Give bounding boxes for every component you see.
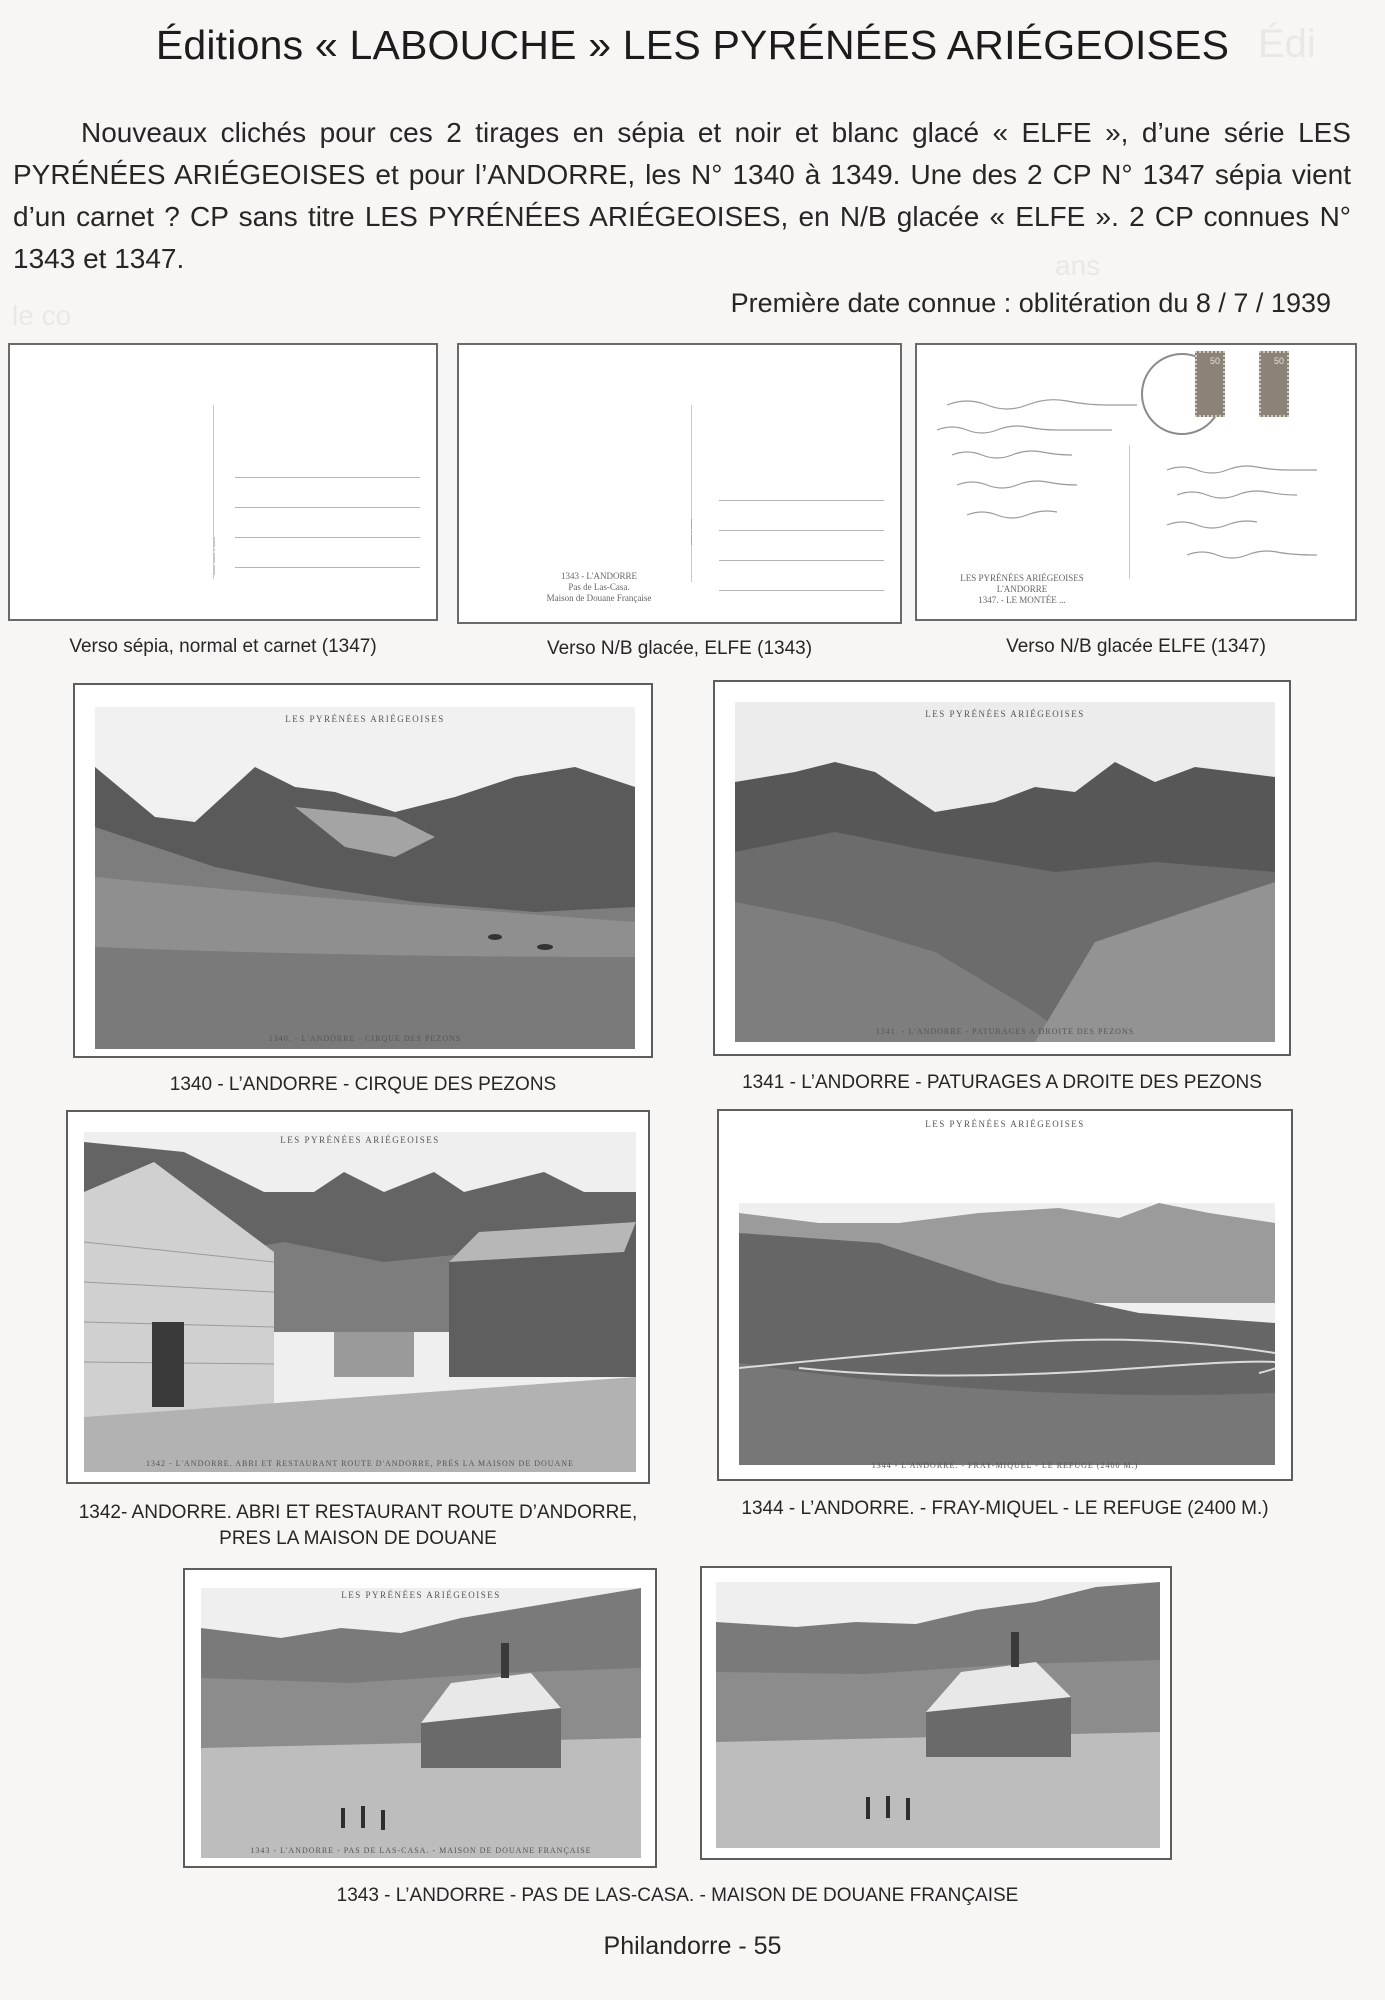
card-caption-line2: PRES LA MAISON DE DOUANE [219,1528,497,1549]
verso-sepia-card [8,343,438,621]
card-series-title: LES PYRÉNÉES ARIÉGEOISES [280,1135,440,1145]
page-footer: Philandorre - 55 [603,1932,782,1960]
intro-paragraph: Nouveaux clichés pour ces 2 tirages en sépia et noir et blanc glacé « ELFE », d’une série LES PYRÉNÉES ARIÉGEOISES et pour l’ANDORRE, les N° 1340 à 1349. Une des 2 CP N° 1347 sépia vient d’un carnet ? CP sans titre LES PYRÉNÉES ARIÉGEOISES, en N/B glacée « ELFE ». 2 CP connues N° 1343 et 1347. [13,117,1351,274]
card-series-title: LES PYRÉNÉES ARIÉGEOISES [341,1590,501,1600]
verso-nb-1347-card [915,343,1357,621]
card-legend: 1342 - L'ANDORRE. ABRI ET RESTAURANT ROUTE D'ANDORRE, PRÈS LA MAISON DE DOUANE [146,1459,574,1468]
card-legend: 1344 - L'ANDORRE. - FRAY-MIQUEL - LE REFUGE (2400 M.) [871,1461,1139,1470]
card-caption: 1340 - L’ANDORRE - CIRQUE DES PEZONS [169,1074,557,1095]
photo-douane-francaise-variant [716,1582,1160,1848]
card-series-title: LES PYRÉNÉES ARIÉGEOISES [925,709,1085,719]
postcard-1340 [73,683,653,1058]
postage-stamp-icon: 50 [1259,351,1289,417]
bleed-through-text: ans [1055,250,1101,281]
verso-address-legend: LES PYRÉNÉES ARIÉGEOISES L'ANDORRE 1347. - LE MONTÉE ... [960,573,1084,605]
postcard-1343-b [700,1566,1172,1860]
verso-caption: Verso N/B glacée, ELFE (1343) [546,638,813,659]
postcard-1341 [713,680,1291,1056]
photo-douane-francaise [201,1588,641,1858]
postcard-1344 [717,1109,1293,1481]
bleed-through-text: le co [12,300,72,331]
photo-fray-miquel-refuge [739,1203,1275,1465]
card-series-title: LES PYRÉNÉES ARIÉGEOISES [925,1119,1085,1129]
verso-address-legend: 1343 - L'ANDORRE Pas de Las-Casa. Maison de Douane Française [546,571,652,603]
first-known-date: Première date connue : oblitération du 8 / 7 / 1939 [730,288,1331,318]
card-series-title: LES PYRÉNÉES ARIÉGEOISES [285,714,445,724]
page-title: Éditions « LABOUCHE » LES PYRÉNÉES ARIÉGEOISES [155,22,1230,68]
card-caption-line1: 1342- ANDORRE. ABRI ET RESTAURANT ROUTE D’ANDORRE, [78,1502,638,1523]
postcard-1343-a [183,1568,657,1868]
printer-mark: ..... . ..... [685,519,694,545]
postcard-1342 [66,1110,650,1484]
card-legend: 1341. - L'ANDORRE - PATURAGES A DROITE DES PEZONS [875,1027,1135,1036]
card-pair-caption: 1343 - L’ANDORRE - PAS DE LAS-CASA. - MAISON DE DOUANE FRANÇAISE [336,1885,1019,1906]
photo-abri-restaurant [84,1132,636,1472]
photo-paturages-pezons [735,702,1275,1042]
verso-caption: Verso N/B glacée ELFE (1347) [1006,636,1266,657]
handwriting-icon [927,375,1347,595]
card-caption: 1341 - L’ANDORRE - PATURAGES A DROITE DES PEZONS [742,1072,1262,1093]
verso-nb-1343-card [457,343,902,624]
card-legend: 1343 - L'ANDORRE - PAS DE LAS-CASA. - MAISON DE DOUANE FRANÇAISE [250,1846,592,1855]
printer-mark: ..... ..... . ..... [208,537,217,575]
card-legend: 1340. - L'ANDORRE - CIRQUE DES PEZONS [268,1034,462,1043]
verso-caption: Verso sépia, normal et carnet (1347) [69,636,377,657]
bleed-through-text: Édi [1258,22,1316,66]
card-caption: 1344 - L’ANDORRE. - FRAY-MIQUEL - LE REFUGE (2400 M.) [741,1498,1269,1519]
photo-cirque-des-pezons [95,707,635,1049]
postage-stamp-icon: 50 [1195,351,1225,417]
